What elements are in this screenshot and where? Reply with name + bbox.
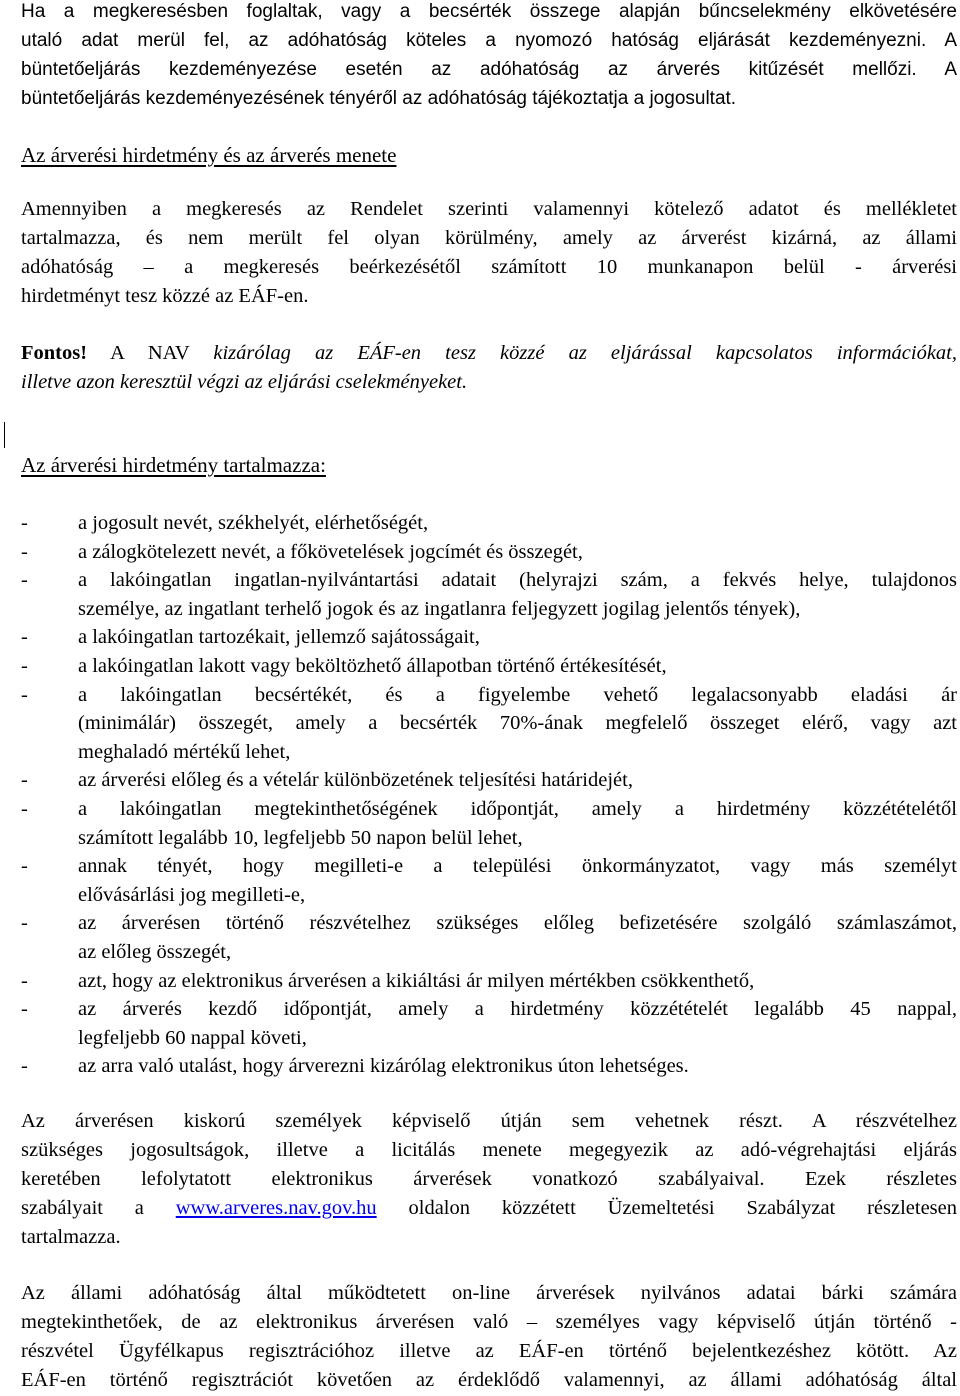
list-item (21, 1052, 957, 1081)
bullet-dash: - (21, 683, 28, 706)
section-heading-auction-notice: Az árverési hirdetmény és az árverés menete (21, 143, 397, 167)
list-item-line: annak tényét, hogy megilleti-e a települési önkormányzatot, vagy más személyt (78, 855, 957, 878)
list-item-line: számított legalább 10, legfeljebb 50 napon belül lehet, (78, 826, 523, 849)
list-item-line: a lakóingatlan lakott vagy beköltözhető állapotban történő értékesítését, (78, 654, 667, 677)
arveres-website-link[interactable]: www.arveres.nav.gov.hu (175, 1197, 377, 1219)
list-item-line: (minimálár) összegét, amely a becsérték 70%-ának megfelelő összeget elérő, vagy azt (78, 712, 957, 735)
text-cursor (4, 422, 5, 448)
list-item (21, 538, 957, 567)
paragraph-line: keretében lefolytatott elektronikus árverések vonatkozó szabályaival. Ezek részletes (21, 1168, 957, 1190)
list-item (21, 566, 957, 623)
list-item (21, 509, 957, 538)
list-item-line: az árverés kezdő időpontját, amely a hirdetmény közzétételét legalább 45 nappal, (78, 998, 957, 1021)
paragraph-line: megtekinthetőek, de az elektronikus árverésen való – személyes vagy képviselő útján történő - (21, 1311, 957, 1333)
link-prefix-text: szabályait a (21, 1197, 144, 1219)
bullet-dash: - (21, 1055, 28, 1078)
paragraph-line: hirdetményt tesz közzé az EÁF-en. (21, 285, 309, 307)
paragraph-line: részvétel Ügyfélkapus regisztrációhoz illetve az EÁF-en történő bejelentkezéshez kötött. Az (21, 1340, 957, 1362)
bullet-dash: - (21, 769, 28, 792)
list-item-line: a lakóingatlan becsértékét, és a figyelembe vehető legalacsonyabb eladási ár (78, 683, 957, 706)
bullet-dash: - (21, 855, 28, 878)
note-plain-text: A NAV (110, 342, 190, 364)
list-item-line: a lakóingatlan ingatlan-nyilvántartási adatait (helyrajzi szám, a fekvés helye, tulajdonos (78, 569, 957, 592)
list-item (21, 967, 957, 996)
bullet-dash: - (21, 626, 28, 649)
list-item-line: személye, az ingatlant terhelő jogok és az ingatlanra feljegyzett jogilag jelentős tények), (78, 597, 801, 620)
note-italic-text: kizárólag az EÁF-en tesz közzé az eljárással kapcsolatos információkat, (213, 342, 957, 364)
paragraph-line: tartalmazza, és nem merült fel olyan körülmény, amely az árverést kizárná, az állami (21, 227, 957, 249)
bullet-dash: - (21, 998, 28, 1021)
list-item (21, 909, 957, 966)
link-suffix-text: oldalon közzétett Üzemeltetési Szabályzat részletesen (408, 1197, 957, 1219)
list-item (21, 681, 957, 767)
paragraph-line: adóhatóság – a megkeresés beérkezésétől számított 10 munkanapon belül - árverési (21, 256, 957, 278)
important-label: Fontos! (21, 342, 88, 364)
list-item-line: legfeljebb 60 nappal követi, (78, 1026, 307, 1049)
list-item-line: elővásárlási jog megilleti-e, (78, 883, 306, 906)
auction-notice-paragraph (21, 195, 957, 311)
list-item-line: az előleg összegét, (78, 940, 232, 963)
document-page (21, 0, 957, 1391)
list-item (21, 995, 957, 1052)
intro-paragraph (21, 0, 957, 113)
paragraph-line: tartalmazza. (21, 1226, 121, 1248)
intro-line-4: büntetőeljárás kezdeményezésének tényéről az adóhatóság tájékoztatja a jogosultat. (21, 88, 737, 109)
section-heading-notice-contents: Az árverési hirdetmény tartalmazza: (21, 453, 326, 477)
list-item (21, 652, 957, 681)
bullet-dash: - (21, 797, 28, 820)
list-item-line: az árverésen történő részvételhez szükséges előleg befizetésére szolgáló számlaszámot, (78, 912, 957, 935)
list-item-line: a zálogkötelezett nevét, a főkövetelések jogcímét és összegét, (78, 540, 583, 563)
important-note-line-1 (21, 339, 957, 368)
bullet-dash: - (21, 969, 28, 992)
list-item-line: meghaladó mértékű lehet, (78, 740, 291, 763)
list-item-line: a lakóingatlan tartozékait, jellemző sajátosságait, (78, 626, 480, 649)
participation-paragraph (21, 1107, 957, 1252)
paragraph-line-with-link (21, 1194, 957, 1223)
list-item-line: az árverési előleg és a vételár különbözetének teljesítési határidejét, (78, 769, 633, 792)
paragraph-line: szükséges jogosultságok, illetve a licitálás menete megegyezik az adó-végrehajtási eljárás (21, 1139, 957, 1161)
bullet-dash: - (21, 512, 28, 534)
bullet-dash: - (21, 912, 28, 935)
list-item-line: azt, hogy az elektronikus árverésen a kikiáltási ár milyen mértékben csökkenthető, (78, 969, 755, 992)
important-note (21, 339, 957, 397)
list-item (21, 623, 957, 652)
bullet-dash: - (21, 654, 28, 677)
paragraph-line: Amennyiben a megkeresés az Rendelet szerinti valamennyi kötelező adatot és mellékletet (21, 198, 957, 220)
intro-line-1: Ha a megkeresésben foglaltak, vagy a becsérték összege alapján bűncselekmény elkövetésére (21, 1, 957, 22)
list-item-line: az arra való utalást, hogy árverezni kizárólag elektronikus úton lehetséges. (78, 1055, 689, 1078)
list-item (21, 852, 957, 909)
important-note-line-2 (21, 368, 957, 397)
paragraph-line: Az állami adóhatóság által működtetett on-line árverések nyilvános adatai bárki számára (21, 1282, 957, 1304)
notice-contents-list (21, 509, 957, 1081)
public-data-paragraph (21, 1279, 957, 1395)
list-item-line: a jogosult nevét, székhelyét, elérhetőségét, (78, 512, 429, 534)
list-item (21, 766, 957, 795)
list-item-line: a lakóingatlan megtekinthetőségének időpontját, amely a hirdetmény közzétételétől (78, 797, 957, 820)
bullet-dash: - (21, 569, 28, 592)
bullet-dash: - (21, 540, 28, 563)
list-item (21, 795, 957, 852)
intro-line-2: utaló adat merül fel, az adóhatóság köteles a nyomozó hatóság eljárását kezdeményezni. A (21, 30, 957, 51)
intro-line-3: büntetőeljárás kezdeményezése esetén az adóhatóság az árverés kitűzését mellőzi. A (21, 59, 957, 80)
paragraph-line: Az árverésen kiskorú személyek képviselő útján sem vehetnek részt. A részvételhez (21, 1110, 957, 1132)
note-italic-text-2: illetve azon keresztül végzi az eljárási cselekményeket. (21, 371, 468, 393)
paragraph-line: EÁF-en történő regisztrációt követően az érdeklődő valamennyi, az állami adóhatóság által (21, 1369, 957, 1391)
